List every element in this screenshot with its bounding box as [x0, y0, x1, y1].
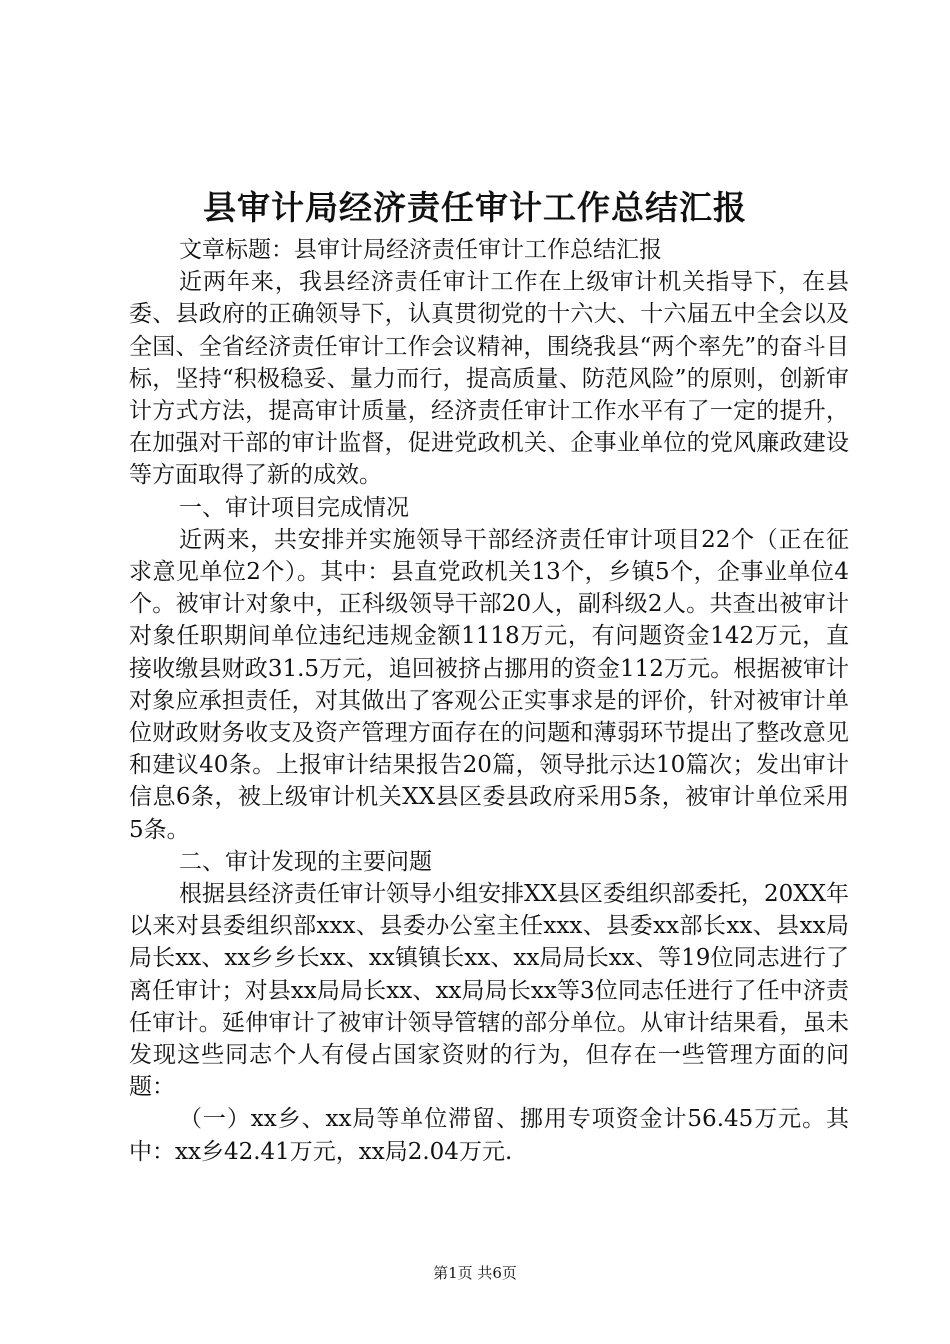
intro-paragraph: 近两年来，我县经济责任审计工作在上级审计机关指导下，在县委、县政府的正确领导下，认真贯彻党的十六大、十六届五中全会以及全国、全省经济责任审计工作会议精神，围绕我县“两个率先”的奋斗目标，坚持“积极稳妥、量力而行，提高质量、防范风险”的原则，创新审计方式方法，提高审计质量，经济责任审计工作水平有了一定的提升，在加强对干部的审计监督，促进党政机关、企事业单位的党风廉政建设等方面取得了新的成效。	[129, 269, 849, 489]
document-body	[129, 234, 849, 1168]
document-title: 县审计局经济责任审计工作总结汇报	[203, 188, 747, 227]
article-title-line: 文章标题：县审计局经济责任审计工作总结汇报	[179, 237, 662, 263]
subsection-1-paragraph: （一）xx乡、xx局等单位滞留、挪用专项资金计56.45万元。其中：xx乡42.41万元，xx局2.04万元.	[129, 1106, 849, 1165]
section-2-paragraph: 根据县经济责任审计领导小组安排XX县区委组织部委托，20XX年以来对县委组织部xxx、县委办公室主任xxx、县委xx部长xx、县xx局局长xx、xx乡乡长xx、xx镇镇长xx、xx局局长xx、等19位同志进行了离任审计；对县xx局局长xx、xx局局长xx等3位同志任进行了任中济责任审计。延伸审计了被审计领导管辖的部分单位。从审计结果看，虽未发现这些同志个人有侵占国家资财的行为，但存在一些管理方面的问题：	[129, 881, 849, 1101]
page-footer: 第1页 共6页	[433, 1264, 517, 1282]
section-1-paragraph: 近两来，共安排并实施领导干部经济责任审计项目22个（正在征求意见单位2个）。其中：县直党政机关13个，乡镇5个，企事业单位4个。被审计对象中，正科级领导干部20人，副科级2人。共查出被审计对象任职期间单位违纪违规金额1118万元，有问题资金142万元，直接收缴县财政31.5万元，追回被挤占挪用的资金112万元。根据被审计对象应承担责任，对其做出了客观公正实事求是的评价，针对被审计单位财政财务收支及资产管理方面存在的问题和薄弱环节提出了整改意见和建议40条。上报审计结果报告20篇，领导批示达10篇次；发出审计信息6条，被上级审计机关XX县区委县政府采用5条，被审计单位采用5条。	[129, 526, 849, 843]
section-heading-2: 二、审计发现的主要问题	[179, 848, 432, 875]
section-heading-1: 一、审计项目完成情况	[179, 494, 409, 521]
